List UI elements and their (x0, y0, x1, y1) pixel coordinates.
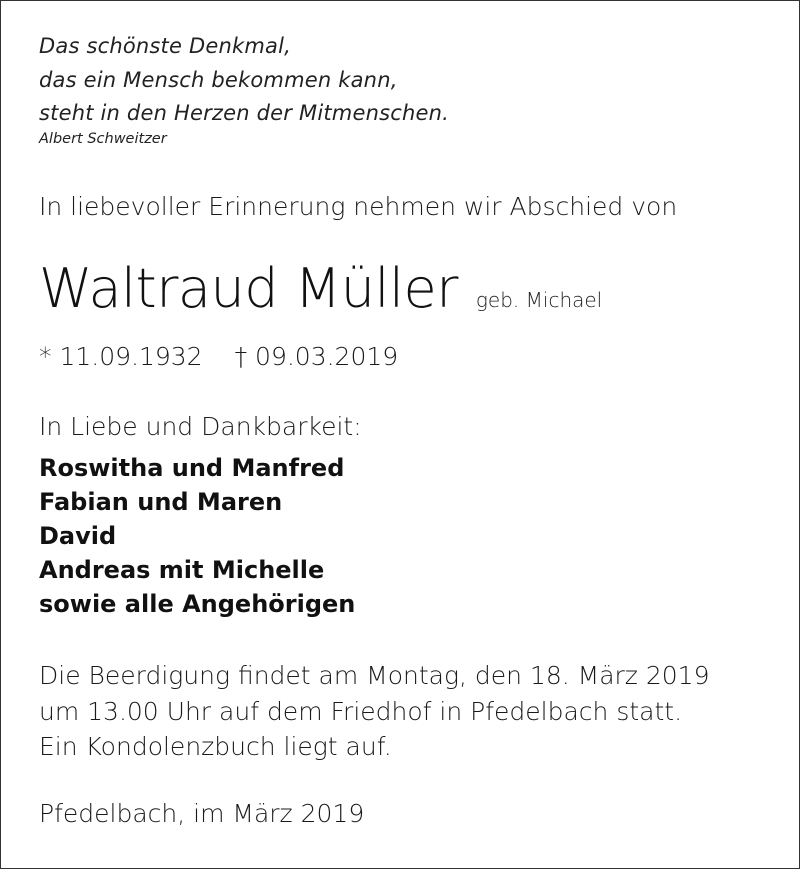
mourner-name: David (39, 522, 117, 550)
maiden-name: geb. Michael (475, 288, 603, 312)
life-dates (39, 342, 398, 371)
deceased-name-row (39, 257, 602, 320)
quote-line-2: das ein Mensch bekommen kann, (39, 68, 398, 92)
notice-content (39, 1, 779, 868)
quote-line-1: Das schönste Denkmal, (39, 34, 291, 58)
deceased-name: Waltraud Müller (39, 257, 458, 320)
funeral-line-2: um 13.00 Uhr auf dem Friedhof in Pfedelbach statt. (39, 697, 683, 726)
death-date: † 09.03.2019 (234, 342, 399, 371)
mourners-heading: In Liebe und Dankbarkeit: (39, 412, 362, 441)
mourner-name: sowie alle Angehörigen (39, 590, 356, 618)
funeral-line-1: Die Beerdigung findet am Montag, den 18. März 2019 (39, 661, 710, 690)
place-date: Pfedelbach, im März 2019 (39, 799, 365, 828)
mourner-name: Andreas mit Michelle (39, 556, 325, 584)
intro-text: In liebevoller Erinnerung nehmen wir Abschied von (39, 192, 678, 221)
quote-author: Albert Schweitzer (39, 131, 167, 147)
mourner-name: Roswitha und Manfred (39, 454, 345, 482)
quote-line-3: steht in den Herzen der Mitmenschen. (39, 101, 449, 125)
funeral-line-3: Ein Kondolenzbuch liegt auf. (39, 732, 392, 761)
mourner-name: Fabian und Maren (39, 488, 283, 516)
birth-date: * 11.09.1932 (39, 342, 203, 371)
